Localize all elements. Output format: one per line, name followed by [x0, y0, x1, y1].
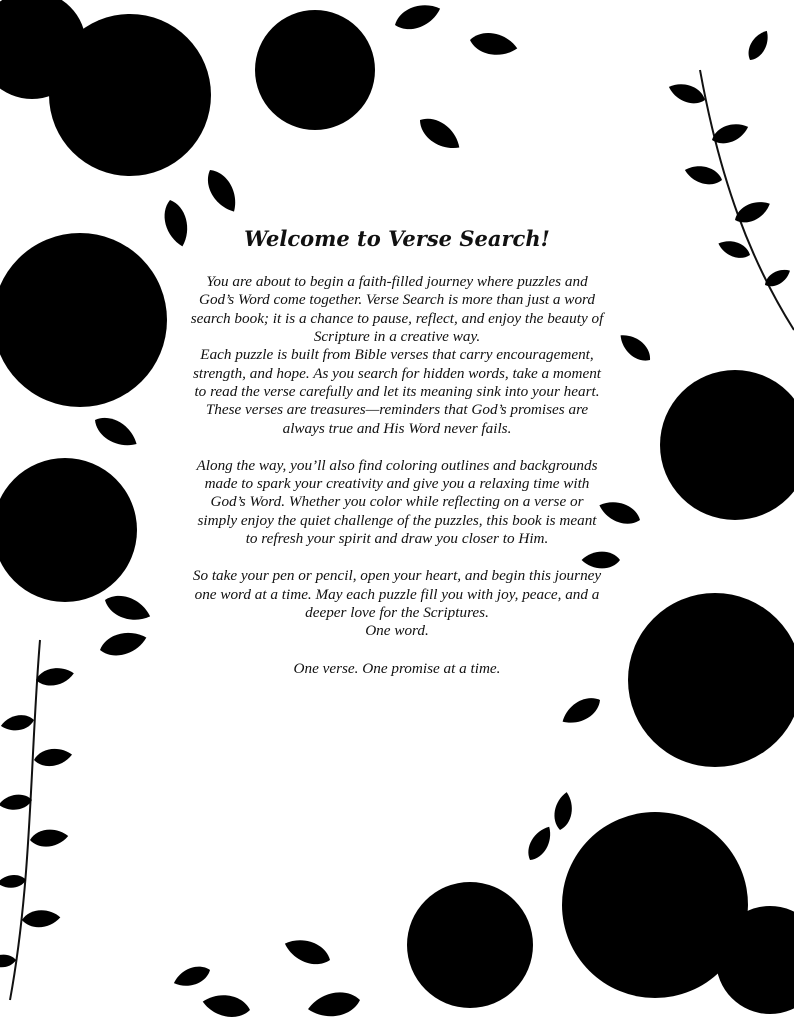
intro-paragraph: You are about to begin a faith-filled journey where puzzles and God’s Word come together. Verse Search is more than just a word search book; it is a chance to pause, reflect, and enjoy the beauty of Scripture in a creative way.	[190, 273, 604, 346]
invitation-section	[190, 567, 604, 677]
invitation-paragraph: So take your pen or pencil, open your heart, and begin this journey one word at a time. May each puzzle fill you with joy, peace, and a deeper love for the Scriptures.	[192, 567, 602, 621]
closing-line: One verse. One promise at a time.	[293, 659, 501, 677]
coloring-paragraph: Along the way, you’ll also find coloring outlines and backgrounds made to spark your creativity and give you a relaxing time with God’s Word. Whether you color while reflecting on a verse or simply enjoy the quiet challenge of the puzzles, this book is meant to refresh your spirit and draw you closer to Him.	[196, 456, 598, 548]
intro-section	[190, 273, 604, 438]
intro-paragraph: Each puzzle is built from Bible verses that carry encouragement, strength, and hope. As you search for hidden words, take a moment to read the verse carefully and let its meaning sink into your heart. These verses are treasures—reminders that God’s promises are always true and His Word never fails.	[192, 346, 602, 437]
one-word-line: One word.	[365, 622, 429, 640]
page-title: Welcome to Verse Search!	[244, 226, 550, 251]
welcome-text-block	[190, 226, 604, 697]
